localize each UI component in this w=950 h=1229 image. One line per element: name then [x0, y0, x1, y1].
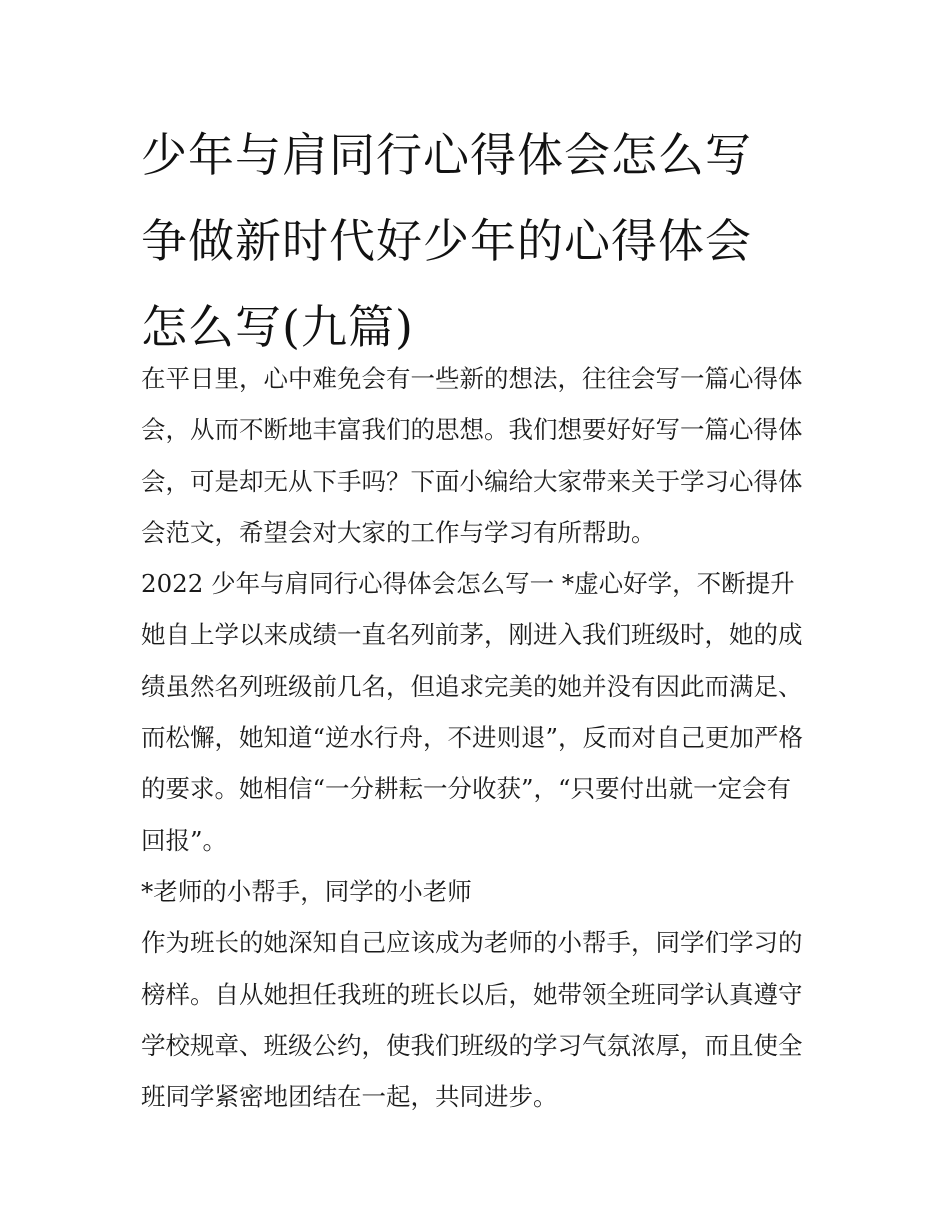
body-line: 班同学紧密地团结在一起，共同进步。 [141, 1082, 558, 1112]
body-line: 在平日里，心中难免会有一些新的想法，往往会写一篇心得体 [141, 364, 803, 393]
body-line: 榜样。自从她担任我班的班长以后，她带领全班同学认真遵守 [141, 979, 803, 1009]
body-line: 2022 少年与肩同行心得体会怎么写一 *虚心好学，不断提升 [141, 569, 795, 599]
body-line: 会范文，希望会对大家的工作与学习有所帮助。 [141, 517, 656, 547]
body-line: 作为班长的她深知自己应该成为老师的小帮手，同学们学习的 [141, 928, 803, 958]
body-line: 回报”。 [141, 825, 228, 855]
body-line: 会，可是却无从下手吗？下面小编给大家带来关于学习心得体 [141, 466, 803, 496]
body-line: 学校规章、班级公约，使我们班级的学习气氛浓厚，而且使全 [141, 1030, 803, 1060]
document-body [141, 353, 821, 1122]
title-line: 争做新时代好少年的心得体会 [141, 214, 752, 268]
title-line: 怎么写(九篇) [141, 300, 414, 354]
body-line: 她自上学以来成绩一直名列前茅，刚进入我们班级时，她的成 [141, 620, 803, 650]
body-line: 会，从而不断地丰富我们的思想。我们想要好好写一篇心得体 [141, 415, 803, 445]
title-line: 少年与肩同行心得体会怎么写 [141, 128, 752, 182]
body-line: *老师的小帮手，同学的小老师 [141, 876, 472, 906]
body-line: 绩虽然名列班级前几名，但追求完美的她并没有因此而满足、 [141, 671, 803, 701]
document-title [141, 112, 821, 370]
body-line: 的要求。她相信“一分耕耘一分收获”，“只要付出就一定会有 [141, 774, 792, 804]
body-line: 而松懈，她知道“逆水行舟，不进则退”，反而对自己更加严格 [141, 723, 804, 753]
